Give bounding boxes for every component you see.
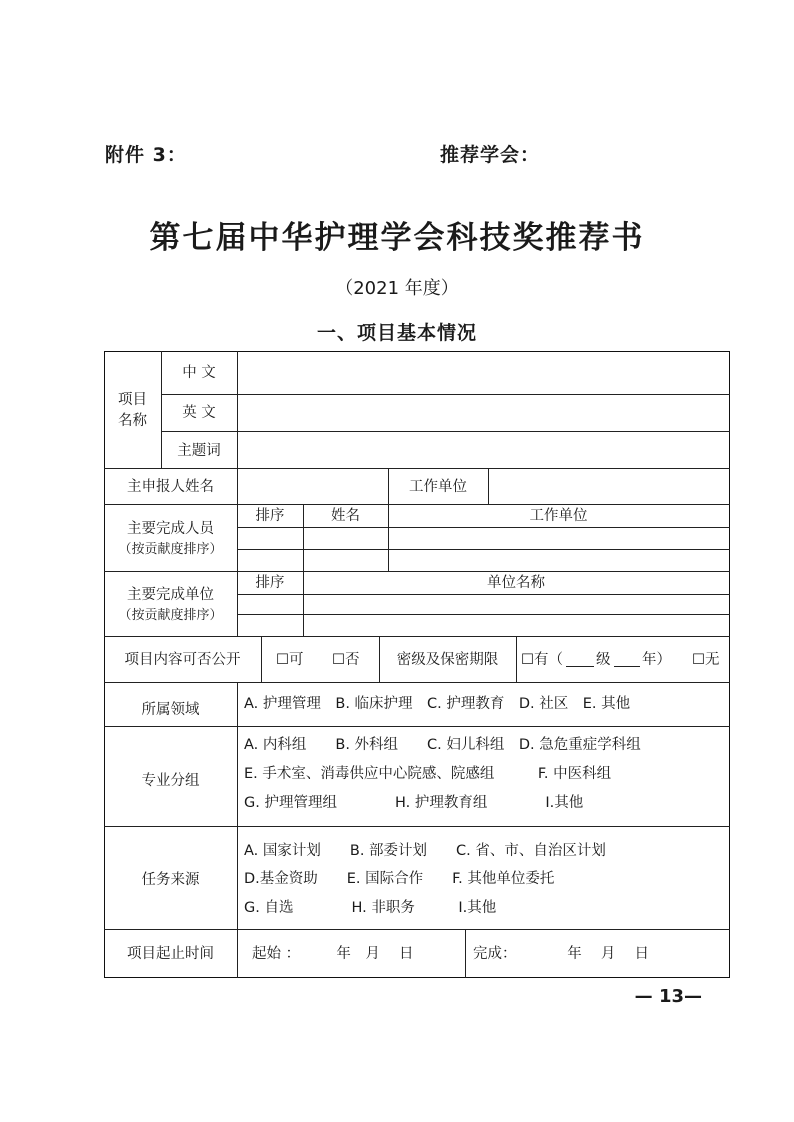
applicant-work-unit-label: 工作单位: [409, 479, 467, 495]
group-options-line1[interactable]: A. 内科组 B. 外科组 C. 妇儿科组 D. 急危重症学科组: [244, 737, 641, 753]
group-options-line3[interactable]: G. 护理管理组 H. 护理教育组 I.其他: [244, 795, 584, 811]
units-order-header: 排序: [255, 575, 285, 591]
units-label: 主要完成单位: [127, 587, 214, 603]
keywords-field[interactable]: [238, 432, 729, 468]
secret-no-checkbox[interactable]: ☐无: [692, 652, 720, 668]
field-options[interactable]: A. 护理管理 B. 临床护理 C. 护理教育 D. 社区 E. 其他: [244, 696, 631, 712]
recommending-society-label: 推荐学会：: [440, 144, 541, 166]
secret-level-unit: 级: [596, 652, 611, 668]
members-sub-label: （按贡献度排序）: [118, 542, 223, 557]
members-work-unit-header: 工作单位: [529, 508, 588, 524]
public-no-checkbox[interactable]: ☐否: [332, 652, 360, 668]
chinese-name-field[interactable]: [238, 352, 729, 394]
keywords-label: 主题词: [177, 443, 221, 459]
document-title: 第七届中华护理学会科技奖推荐书: [149, 220, 645, 256]
units-sub-label: （按贡献度排序）: [118, 608, 223, 623]
applicant-name-field[interactable]: [238, 469, 388, 504]
english-label: 英 文: [182, 405, 216, 421]
section-title: 一、项目基本情况: [316, 322, 477, 344]
source-label: 任务来源: [141, 872, 200, 888]
document-year: （2021 年度）: [335, 278, 459, 299]
public-label: 项目内容可否公开: [124, 652, 241, 668]
english-name-field[interactable]: [238, 395, 729, 431]
secret-year-unit: 年）: [642, 652, 671, 668]
applicant-name-label: 主申报人姓名: [127, 479, 214, 495]
field-label: 所属领域: [141, 702, 200, 718]
members-order-header: 排序: [255, 508, 285, 524]
public-yes-checkbox[interactable]: ☐可: [276, 652, 304, 668]
time-label: 项目起止时间: [127, 946, 214, 962]
secret-level-blank[interactable]: [566, 666, 594, 667]
group-options-line2[interactable]: E. 手术室、消毒供应中心院感、院感组 F. 中医科组: [244, 766, 612, 782]
source-options-line1[interactable]: A. 国家计划 B. 部委计划 C. 省、市、自治区计划: [244, 843, 606, 859]
members-label: 主要完成人员: [127, 521, 214, 537]
end-date-field[interactable]: 完成： 年 月 日: [473, 946, 649, 962]
members-name-header: 姓名: [331, 508, 360, 524]
start-date-field[interactable]: 起始 ： 年 月 日: [252, 946, 414, 962]
project-name-label: 项目 名称: [118, 392, 147, 429]
units-name-header: 单位名称: [487, 575, 545, 591]
page-number: — 13—: [634, 986, 702, 1007]
applicant-work-unit-field[interactable]: [489, 469, 729, 504]
group-label: 专业分组: [141, 773, 200, 789]
attachment-label: 附件 3：: [105, 144, 187, 166]
source-options-line3[interactable]: G. 自选 H. 非职务 I.其他: [244, 900, 497, 916]
secret-yes-checkbox[interactable]: ☐有（: [521, 652, 563, 668]
source-options-line2[interactable]: D.基金资助 E. 国际合作 F. 其他单位委托: [244, 871, 555, 887]
secret-year-blank[interactable]: [614, 666, 640, 667]
chinese-label: 中 文: [182, 365, 216, 381]
secret-level-label: 密级及保密期限: [396, 652, 499, 668]
